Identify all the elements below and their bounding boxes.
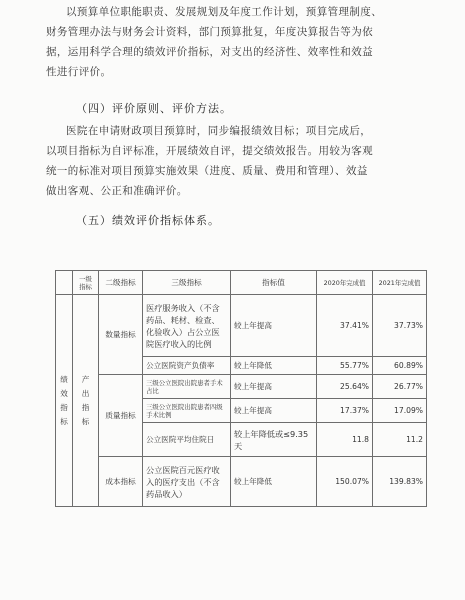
section-heading: （四）评价原则、评价方法。 — [76, 102, 232, 115]
group-label-cell: 成本指标 — [99, 457, 143, 507]
header-2021: 2021年完成值 — [373, 271, 427, 295]
paragraph-line: 统一的标准对项目预算实施效果（进度、质量、费用和管理）、效益 — [46, 165, 368, 177]
level1-label-cell: 产出指标 — [73, 295, 99, 507]
header-blank — [56, 271, 73, 295]
target-cell: 较上年提高 — [231, 295, 317, 357]
header-row — [56, 271, 427, 295]
target-cell: 较上年降低或≤9.35天 — [231, 423, 317, 457]
indicator-cell: 公立医院平均住院日 — [143, 423, 231, 457]
value-2020-cell: 11.8 — [317, 423, 373, 457]
header-level3: 三级指标 — [143, 271, 231, 295]
paragraph-line: 医院在申请财政项目预算时，同步编报绩效目标；项目完成后， — [66, 125, 372, 137]
performance-indicator-table — [55, 270, 427, 507]
indicator-cell: 三级公立医院出院患者四级手术比例 — [143, 399, 231, 423]
value-2021-cell: 139.83% — [373, 457, 427, 507]
value-2020-cell: 25.64% — [317, 375, 373, 399]
indicator-cell: 公立医院百元医疗收入的医疗支出（不含药品收入） — [143, 457, 231, 507]
paragraph-line: 以项目指标为自评标准，开展绩效自评，提交绩效报告。用较为客观 — [46, 145, 373, 157]
target-cell: 较上年降低 — [231, 457, 317, 507]
header-2020: 2020年完成值 — [317, 271, 373, 295]
header-level2: 二级指标 — [99, 271, 143, 295]
paragraph-line: 据，运用科学合理的绩效评价指标，对支出的经济性、效率性和效益 — [46, 46, 373, 58]
section-heading: （五）绩效评价指标体系。 — [76, 214, 220, 227]
indicator-cell: 医疗服务收入（不含药品、耗材、检查、化验收入）占公立医院医疗收入的比例 — [143, 295, 231, 357]
indicator-cell: 三级公立医院出院患者手术占比 — [143, 375, 231, 399]
group-label-cell: 数量指标 — [99, 295, 143, 375]
value-2021-cell: 37.73% — [373, 295, 427, 357]
table-row — [56, 375, 427, 399]
table-row — [56, 457, 427, 507]
header-target: 指标值 — [231, 271, 317, 295]
root-label-cell: 绩效指标 — [56, 295, 73, 507]
group-label-cell: 质量指标 — [99, 375, 143, 457]
paragraph-line: 以预算单位职能职责、发展规划及年度工作计划，预算管理制度、 — [66, 6, 383, 18]
value-2021-cell: 17.09% — [373, 399, 427, 423]
target-cell: 较上年降低 — [231, 357, 317, 375]
target-cell: 较上年提高 — [231, 399, 317, 423]
value-2020-cell: 37.41% — [317, 295, 373, 357]
paragraph-line: 性进行评价。 — [46, 66, 112, 78]
value-2021-cell: 60.89% — [373, 357, 427, 375]
paragraph-line: 做出客观、公正和准确评价。 — [46, 185, 188, 197]
paragraph-line: 财务管理办法与财务会计资料，部门预算批复，年度决算报告等为依 — [46, 26, 373, 38]
value-2021-cell: 26.77% — [373, 375, 427, 399]
value-2020-cell: 150.07% — [317, 457, 373, 507]
value-2020-cell: 17.37% — [317, 399, 373, 423]
target-cell: 较上年提高 — [231, 375, 317, 399]
indicator-cell: 公立医院资产负债率 — [143, 357, 231, 375]
header-level1: 一级指标 — [73, 271, 99, 295]
value-2021-cell: 11.2 — [373, 423, 427, 457]
table-row — [56, 295, 427, 357]
value-2020-cell: 55.77% — [317, 357, 373, 375]
